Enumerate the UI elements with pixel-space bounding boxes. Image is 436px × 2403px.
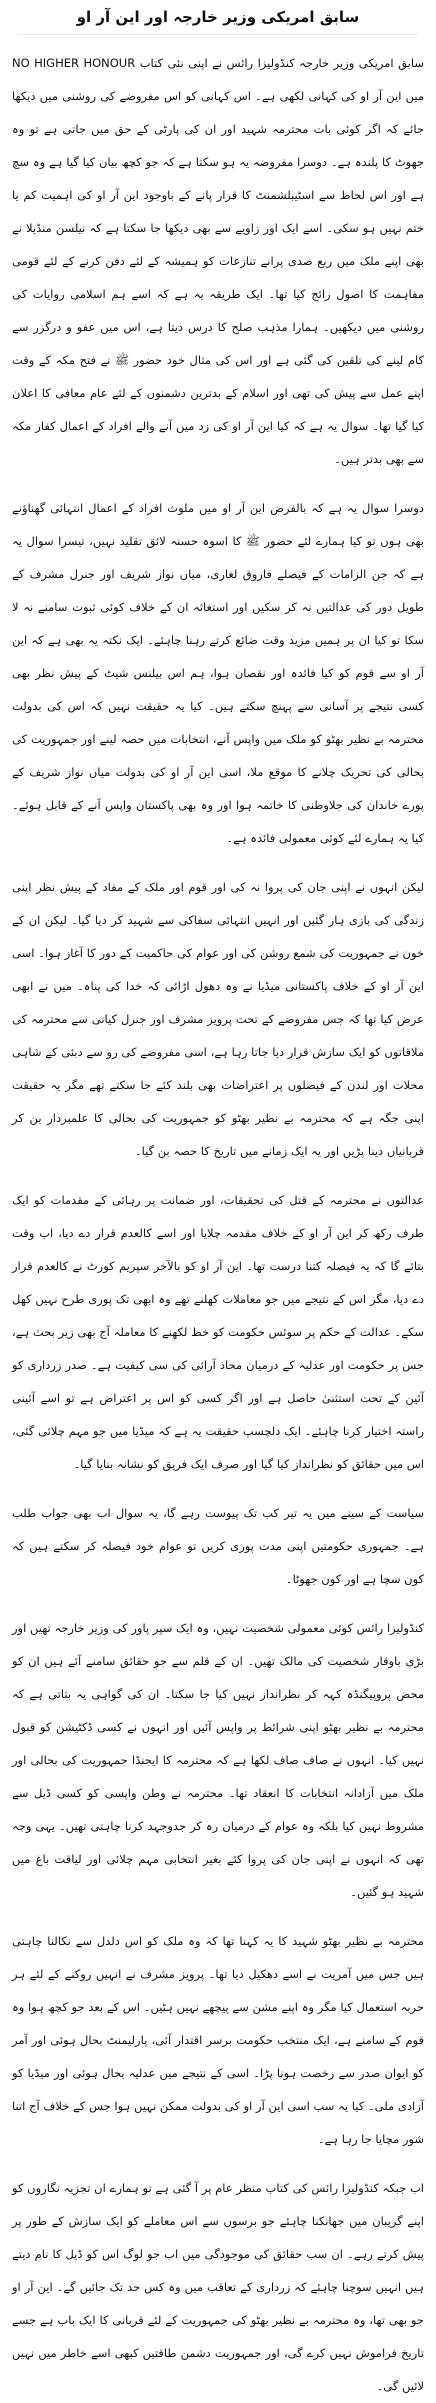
article-paragraph-5: سیاست کے سینے میں یہ تیر کب تک پیوست رہے گا، یہ سوال اب بھی جواب طلب ہے۔ جمہوری حکومتیں اپنی مدت پوری کریں تو عوام خود فیصلہ کر سکتے ہیں کہ کون سچا ہے اور کون جھوٹا۔ [12, 1506, 424, 1586]
article-paragraph-8: اب جبکہ کنڈولیزا رائس کی کتاب منظر عام پر آ گئی ہے تو ہمارے ان تجزیہ نگاروں کو اپنے گریبان میں جھانکنا چاہئے جو برسوں سے اس معاملے کو ایک سازش کے طور پر پیش کرتے رہے۔ ان سب حقائق کی موجودگی میں اب جو لوگ اس کو ڈیل کا نام دیتے ہیں انہیں سوچنا چاہئے کہ زرداری کے تعاقب میں وہ کس حد تک جائیں گے۔ این آر او جو بھی تھا، وہ محترمہ بے نظیر بھٹو کی جمہوریت کے لئے قربانی کا ایک باب ہے جسے تاریخ فراموش نہیں کرے گی، اور جمہوریت دشمن طاقتیں کبھی اسے خاطر میں نہیں لائیں گی۔ [12, 2181, 424, 2393]
article-body [0, 35, 436, 2403]
article-paragraph-6: کنڈولیزا رائس کوئی معمولی شخصیت نہیں، وہ ایک سپر پاور کی وزیر خارجہ تھیں اور بڑی باوقار شخصیت کی مالک تھیں۔ ان کے قلم سے جو حقائق سامنے آئے ہیں ان کو محض پروپیگنڈہ کہہ کر نظرانداز نہیں کیا جا سکتا۔ ان کی گواہی یہ بتاتی ہے کہ محترمہ بے نظیر بھٹو اپنی شرائط پر واپس آئیں اور انہوں نے کسی ڈکٹیشن کو قبول نہیں کیا۔ انہوں نے صاف صاف لکھا ہے کہ محترمہ کا ایجنڈا جمہوریت کی بحالی اور ملک میں آزادانہ انتخابات کا انعقاد تھا۔ محترمہ نے وطن واپسی کو کسی ڈیل سے مشروط نہیں کیا بلکہ وہ عوام کے درمیان رہ کر جدوجہد کرنا چاہتی تھیں۔ یہی وجہ تھی کہ انہوں نے اپنی جان کی پروا کئے بغیر انتخابی مہم چلائی اور لیاقت باغ میں شہید ہو گئیں۔ [12, 1621, 424, 1899]
article-paragraph-2: دوسرا سوال یہ ہے کہ بالفرض این آر او میں ملوث افراد کے اعمال انتہائی گھناؤنے بھی ہوں تو کیا ہمارے لئے حضور ﷺ کا اسوہ حسنہ لائق تقلید نہیں، تیسرا سوال یہ ہے کہ جن الزامات کے فیصلے فاروق لغاری، میاں نواز شریف اور جنرل مشرف کے طویل دور کی عدالتیں نہ کر سکیں اور استغاثہ ان کے خلاف کوئی ثبوت سامنے نہ لا سکا تو کیا ان پر ہمیں مزید وقت ضائع کرتے رہنا چاہئے۔ ایک نکتہ یہ بھی ہے کہ این آر او سے قوم کو کیا فائدہ اور نقصان ہوا، ہم اس بیلنس شیٹ کے پیش نظر بھی کسی نتیجے پر آسانی سے پہنچ سکتے ہیں۔ کیا یہ حقیقت نہیں کہ اس کی بدولت محترمہ بے نظیر بھٹو کو ملک میں واپس آنے، انتخابات میں حصہ لینے اور جمہوریت کی بحالی کی تحریک چلانے کا موقع ملا، اسی این آر او کی بدولت میاں نواز شریف کے پورے خاندان کی جلاوطنی کا خاتمہ ہوا اور وہ بھی پاکستان واپس آنے کے قابل ہوئے۔ کیا یہ ہمارے لئے کوئی معمولی فائدہ ہے۔ [12, 501, 424, 845]
article-paragraph-1: سابق امریکی وزیر خارجہ کنڈولیزا رائس نے اپنی نئی کتاب NO HIGHER HONOUR میں این آر او کی کہانی لکھی ہے۔ اس کہانی کو اس مفروضے کی روشنی میں دیکھا جائے کہ اگر کوئی بات محترمہ شہید اور ان کی پارٹی کے حق میں جاتی ہے تو وہ جھوٹ کا پلندہ ہے۔ دوسرا مفروضہ یہ ہو سکتا ہے کہ جو کچھ بیان کیا گیا ہے وہ سچ ہے اور اس لحاظ سے اسٹیبلشمنٹ کا قرار پانے کے باوجود این آر او کی اہمیت کم یا ختم نہیں ہو سکی۔ اسے ایک اور زاویے سے بھی دیکھا جا سکتا ہے کہ نیلسن منڈیلا نے بھی اپنے ملک میں ربع صدی پرانے تنازعات کو ہمیشہ کے لئے دفن کرنے کے لئے قومی مفاہمت کا اصول رائج کیا تھا۔ ایک طریقہ یہ ہے کہ اسے ہم اسلامی روایات کی روشنی میں دیکھیں۔ ہمارا مذہب صلح کا درس دیتا ہے، اس میں عفو و درگزر سے کام لینے کی تلقین کی گئی ہے اور اس کی مثال خود حضور ﷺ نے فتح مکہ کے وقت اپنے عمل سے پیش کی تھی اور اسلام کے بدترین دشمنوں کے لئے عام معافی کا اعلان کیا گیا تھا۔ سوال یہ ہے کہ کیا این آر او کی زد میں آنے والے افراد کے اعمال کفار مکہ سے بھی بدتر ہیں۔ [12, 56, 424, 466]
article-headline: سابق امریکی وزیر خارجہ اور این آر او [18, 0, 418, 35]
article-paragraph-3: لیکن انہوں نے اپنی جان کی پروا نہ کی اور قوم اور ملک کے مفاد کے پیش نظر اپنی زندگی کی بازی ہار گئیں اور انہیں انتہائی سفاکی سے شہید کر دیا گیا۔ لیکن ان کے خون نے جمہوریت کی شمع روشن کی اور عوام کی حاکمیت کے دور کا آغاز ہوا۔ اسی این آر او کے خلاف پاکستانی میڈیا نے وہ دھول اڑائی کہ خدا کی پناہ۔ میں نے ابھی عرض کیا تھا کہ جس مفروضے کے تحت پرویز مشرف اور جنرل کیانی سے محترمہ کی ملاقاتوں کو ایک سازش قرار دیا جاتا رہا ہے، اسی مفروضے کی رو سے دبئی کے شاہی محلات اور لندن کے فیصلوں پر اعتراضات بھی بلند کئے جا سکتے تھے مگر یہ حقیقت اپنی جگہ ہے کہ محترمہ بے نظیر بھٹو کو جمہوریت کی بحالی کا علمبردار بن کر قربانیاں دینا پڑیں اور یہ ایک زمانے میں تاریخ کا حصہ بن گیا۔ [12, 880, 424, 1158]
article-paragraph-7: محترمہ بے نظیر بھٹو شہید کا یہ کہنا تھا کہ وہ ملک کو اس دلدل سے نکالنا چاہتی ہیں جس میں آمریت نے اسے دھکیل دیا تھا۔ پرویز مشرف نے انہیں روکنے کے لئے ہر حربہ استعمال کیا مگر وہ اپنے مشن سے پیچھے نہیں ہٹیں۔ اس کے بعد جو کچھ ہوا وہ قوم کے سامنے ہے، ایک منتخب حکومت برسر اقتدار آئی، پارلیمنٹ بحال ہوئی اور آمر کو ایوان صدر سے رخصت ہونا پڑا۔ اسی کے نتیجے میں عدلیہ بحال ہوئی اور میڈیا کو آزادی ملی۔ کیا یہ سب اسی این آر او کی بدولت ممکن نہیں ہوا جس کے خلاف آج اتنا شور مچایا جا رہا ہے۔ [12, 1934, 424, 2146]
article-paragraph-4: عدالتوں نے محترمہ کے قتل کی تحقیقات، اور ضمانت پر رہائی کے مقدمات کو ایک طرف رکھ کر این آر او کے خلاف مقدمہ چلایا اور اسے کالعدم قرار دے دیا، اب وقت بتائے گا کہ یہ فیصلہ کتنا درست تھا۔ این آر او کو بالآخر سپریم کورٹ نے کالعدم قرار دے دیا، مگر اس کے نتیجے میں جو معاملات کھلنے تھے وہ ابھی تک پوری طرح نہیں کھل سکے۔ عدالت کے حکم پر سوئس حکومت کو خط لکھنے کا معاملہ آج بھی زیر بحث ہے، جس پر حکومت اور عدلیہ کے درمیان محاذ آرائی کی سی کیفیت ہے۔ صدر زرداری کو آئین کے تحت استثنیٰ حاصل ہے اور اگر کسی کو اس پر اعتراض ہے تو اسے آئینی راستہ اختیار کرنا چاہئے۔ ایک دلچسپ حقیقت یہ ہے کہ میڈیا میں جو مہم چلائی گئی، اس میں حقائق کو نظرانداز کیا گیا اور صرف ایک فریق کو نشانہ بنایا گیا۔ [12, 1193, 424, 1471]
